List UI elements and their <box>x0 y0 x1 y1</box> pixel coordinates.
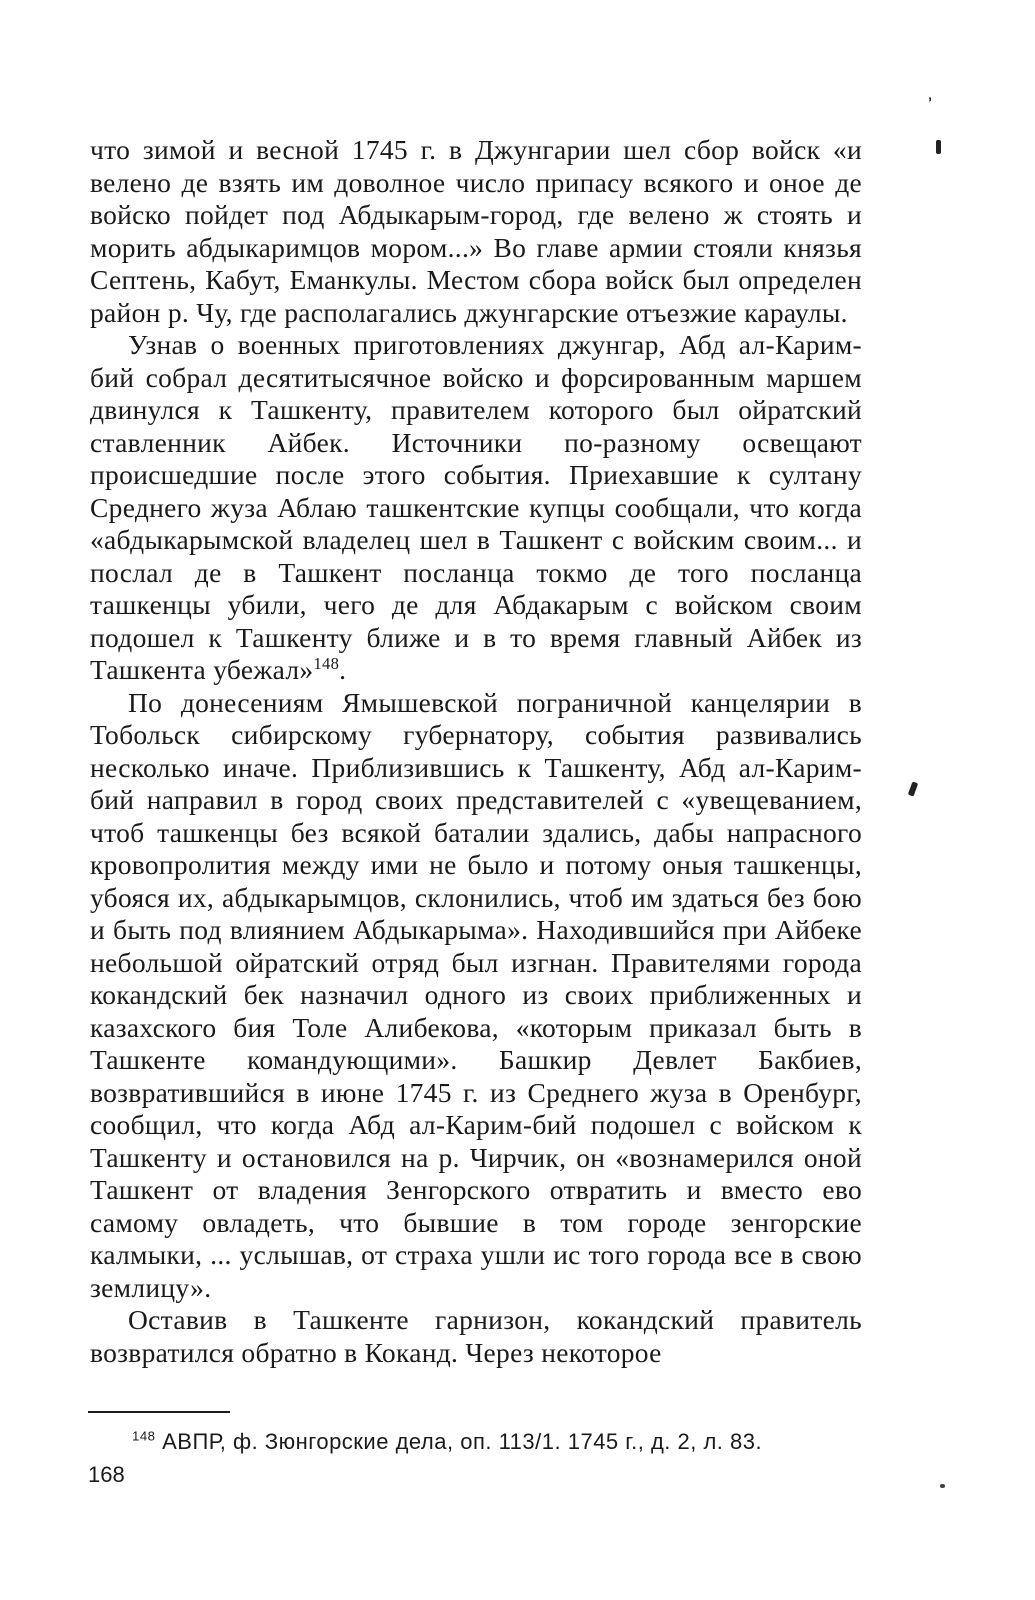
paragraph-3: По донесениям Ямышевской пограничной канцелярии в Тобольск сибирскому губернатору, события развивались несколько иначе. Приблизившись к Ташкенту, Абд ал-Карим-бий направил в город своих представителей с «увещеванием, чтоб ташкенцы без всякой баталии здались, дабы напрасного кровопролития между ими не было и потому оныя ташкенцы, убояся их, абдыкарымцов, склонились, чтоб им здаться без бою и быть под влиянием Абдыкарыма». Находившийся при Айбеке небольшой ойратский отряд был изгнан. Правителями города кокандский бек назначил одного из своих приближенных и казахского бия Толе Алибекова, «которым приказал быть в Ташкенте командующими». Башкир Девлет Бакбиев, возвратившийся в июне 1745 г. из Среднего жуза в Оренбург, сообщил, что когда Абд ал-Карим-бий подошел с войском к Ташкенту и остановился на р. Чирчик, он «вознамерился оной Ташкент от владения Зенгорского отвратить и вместо ево самому овладеть, что бывшие в том городе зенгорские калмыки, ... услышав, от страха ушли ис того города все в свою землицу». <box>90 686 862 1303</box>
footnote-divider <box>88 1411 230 1413</box>
footnote <box>132 1428 852 1456</box>
footnote-reference: 148 <box>313 653 340 673</box>
paragraph-2 <box>90 329 862 687</box>
paragraph-2-end: . <box>339 654 347 685</box>
footnote-number: 148 <box>132 1428 156 1444</box>
scan-speck-bottom <box>940 1484 945 1488</box>
paragraph-4: Оставив в Ташкенте гарнизон, кокандский правитель возвратился обратно в Коканд. Через некоторое <box>90 1304 862 1368</box>
main-text <box>90 134 862 1369</box>
paragraph-1: что зимой и весной 1745 г. в Джунгарии шел сбор войск «и велено де взять им доволное число припасу всякого и оное де войско пойдет под Абдыкарым-город, где велено ж стоять и морить абдыкаримцов мором...» Во главе армии стояли князья Септень, Кабут, Еманкулы. Местом сбора войск был определен район р. Чу, где располагались джунгарские отъезжие караулы. <box>90 134 862 328</box>
scan-speck-upper <box>936 140 941 154</box>
scan-speck-middle <box>908 781 918 796</box>
footnote-text: АВПР, ф. Зюнгорские дела, оп. 113/1. 1745 г., д. 2, л. 83. <box>155 1429 763 1454</box>
page-number: 168 <box>88 1462 125 1487</box>
paragraph-2-text: Узнав о военных приготовлениях джунгар, Абд ал-Карим-бий собрал десятитысячное войско и форсированным маршем двинулся к Ташкенту, правителем которого был ойратский ставленник Айбек. Источники по-разному освещают происшедшие после этого события. Приехавшие к султану Среднего жуза Аблаю ташкентские купцы сообщали, что когда «абдыкарымской владелец шел в Ташкент с войским своим... и послал де в Ташкент посланца токмо де того посланца ташкенцы убили, чего де для Абдакарым с войском своим подошел к Ташкенту ближе и в то время главный Айбек из Ташкента убежал» <box>90 329 862 685</box>
